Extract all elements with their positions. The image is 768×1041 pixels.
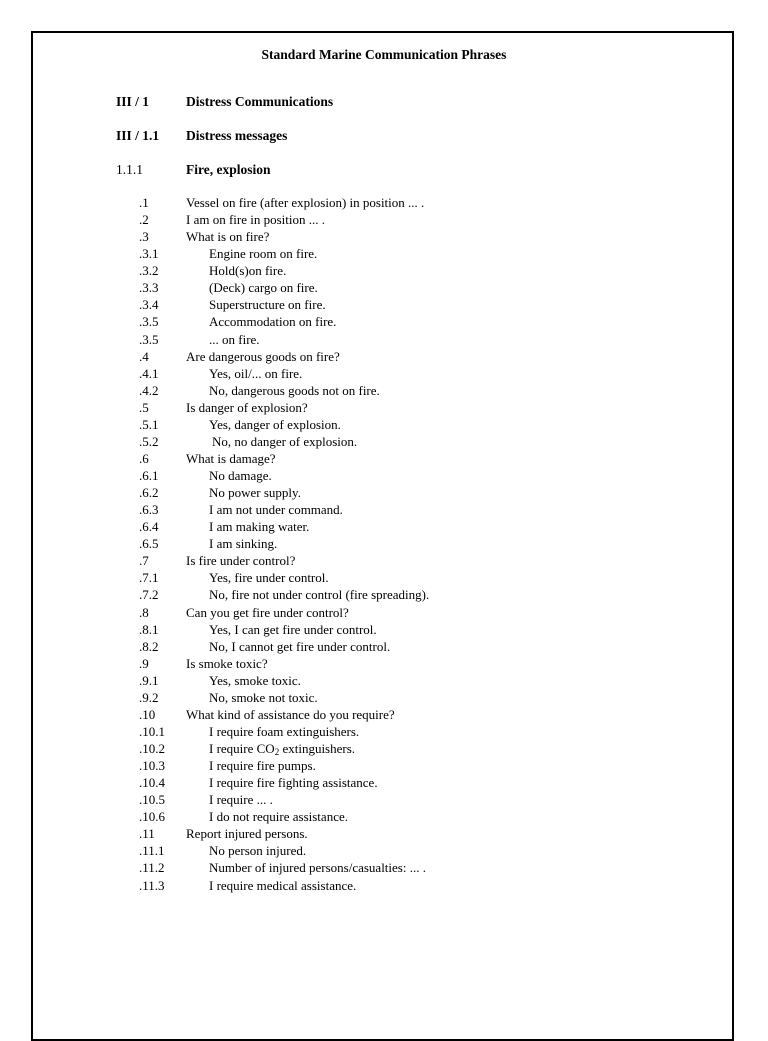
subsection-number: III / 1.1 [116,128,160,143]
list-item [0,484,768,501]
item-text-subscript: 2 [274,747,280,757]
item-text: Superstructure on fire. [209,297,326,313]
item-number: .4.2 [139,382,159,398]
list-item [0,740,768,757]
list-item [0,604,768,621]
item-text: Is fire under control? [186,553,296,569]
item-number: .6.3 [139,502,159,518]
item-text-part: extinguishers. [279,741,356,756]
item-number: .4.1 [139,365,159,381]
item-text: Yes, danger of explosion. [209,416,341,432]
list-item [0,859,768,876]
section-title: Distress Communications [186,94,334,109]
item-number: .10 [139,706,156,722]
list-item [0,706,768,723]
item-text: I require ... . [209,792,273,808]
item-number: .3.5 [139,331,159,347]
item-number: .8.1 [139,621,159,637]
item-number: .9.2 [139,689,159,705]
list-item [0,689,768,706]
list-item [0,467,768,484]
item-number: .7.2 [139,587,159,603]
item-text: Hold(s)on fire. [209,263,287,279]
item-text: Yes, I can get fire under control. [209,621,377,637]
item-number: .11.3 [139,877,165,893]
list-item [0,416,768,433]
item-text: Yes, smoke toxic. [209,672,301,688]
item-text: What is on fire? [186,229,270,245]
item-text: What is damage? [186,450,276,466]
item-text: Report injured persons. [186,826,308,842]
item-number: .10.2 [139,741,165,756]
item-text: I am not under command. [209,502,343,518]
item-number: .2 [139,212,149,228]
item-number: .3.5 [139,314,159,330]
item-number: .7.1 [139,570,159,586]
list-item [0,842,768,859]
item-text: No, I cannot get fire under control. [209,638,391,654]
item-text: Accommodation on fire. [209,314,337,330]
list-item [0,757,768,774]
item-text: I require foam extinguishers. [209,723,360,739]
list-item [0,672,768,689]
item-text: Yes, fire under control. [209,570,329,586]
topic-number: 1.1.1 [116,162,143,177]
item-number: .3 [139,229,149,245]
item-number: .1 [139,195,149,210]
item-number: .5.1 [139,416,159,432]
item-number: .7 [139,553,149,569]
item-number: .5.2 [139,433,159,449]
item-text [209,740,355,757]
list-item [0,450,768,467]
item-text: No, dangerous goods not on fire. [209,382,380,398]
item-text: No power supply. [209,485,301,501]
item-text: Yes, oil/... on fire. [209,365,303,381]
list-item [0,399,768,416]
phrase-list [0,194,768,894]
item-number: .10.4 [139,775,165,791]
document-title: Standard Marine Communication Phrases [261,47,507,62]
item-text: No damage. [209,468,272,483]
item-number: .11.2 [139,860,165,876]
topic-title: Fire, explosion [186,162,271,177]
list-item [0,194,768,211]
item-text: I am on fire in position ... . [186,212,326,228]
subsection-title: Distress messages [186,128,288,143]
item-text: (Deck) cargo on fire. [209,280,318,296]
item-number: .8.2 [139,638,159,654]
list-item [0,552,768,569]
item-number: .5 [139,399,149,415]
item-number: .10.1 [139,723,165,739]
item-text-part: I require CO [209,741,275,756]
item-text: Engine room on fire. [209,246,318,262]
list-item [0,586,768,603]
list-item [0,518,768,535]
list-item [0,296,768,313]
list-item [0,638,768,655]
item-text: I require fire pumps. [209,758,316,774]
item-number: .10.5 [139,792,165,808]
list-item [0,228,768,245]
list-item [0,825,768,842]
item-text: I do not require assistance. [209,809,348,825]
item-text: Is smoke toxic? [186,655,268,671]
list-item [0,313,768,330]
item-text: I am sinking. [209,536,278,552]
item-text: I am making water. [209,519,310,535]
list-item [0,791,768,808]
item-number: .6.4 [139,519,159,535]
list-item [0,433,768,450]
item-text: No, fire not under control (fire spreading). [209,587,430,603]
item-text: Number of injured persons/casualties: ... . [209,860,426,876]
item-text: What kind of assistance do you require? [186,706,395,722]
item-number: .3.1 [139,246,159,262]
list-item [0,279,768,296]
list-item [0,262,768,279]
list-item [0,535,768,552]
item-number: .6.5 [139,536,159,552]
item-number: .8 [139,604,149,620]
item-text: ... on fire. [209,331,260,347]
item-number: .11.1 [139,843,165,859]
item-number: .9 [139,655,149,671]
item-text: No person injured. [209,843,307,859]
item-text: Vessel on fire (after explosion) in position ... . [186,195,425,210]
item-number: .10.6 [139,809,165,825]
item-number: .3.3 [139,280,159,296]
list-item [0,365,768,382]
list-item [0,331,768,348]
section-number: III / 1 [116,94,150,109]
item-text: No, smoke not toxic. [209,689,318,705]
item-number: .6 [139,450,149,466]
list-item [0,382,768,399]
item-number: .11 [139,826,155,842]
list-item [0,211,768,228]
item-number: .9.1 [139,672,159,688]
list-item [0,808,768,825]
list-item [0,501,768,518]
list-item [0,723,768,740]
item-number: .3.2 [139,263,159,279]
item-text: Is danger of explosion? [186,399,308,415]
list-item [0,774,768,791]
list-item [0,655,768,672]
list-item [0,621,768,638]
item-text: I require medical assistance. [209,877,357,893]
item-text: No, no danger of explosion. [212,433,358,449]
list-item [0,348,768,365]
item-number: .6.1 [139,468,159,483]
item-number: .10.3 [139,758,165,774]
item-text: Are dangerous goods on fire? [186,348,340,364]
item-number: .3.4 [139,297,159,313]
item-text: Can you get fire under control? [186,604,349,620]
list-item [0,877,768,894]
item-text: I require fire fighting assistance. [209,775,378,791]
item-number: .6.2 [139,485,159,501]
list-item [0,245,768,262]
list-item [0,569,768,586]
item-number: .4 [139,348,149,364]
